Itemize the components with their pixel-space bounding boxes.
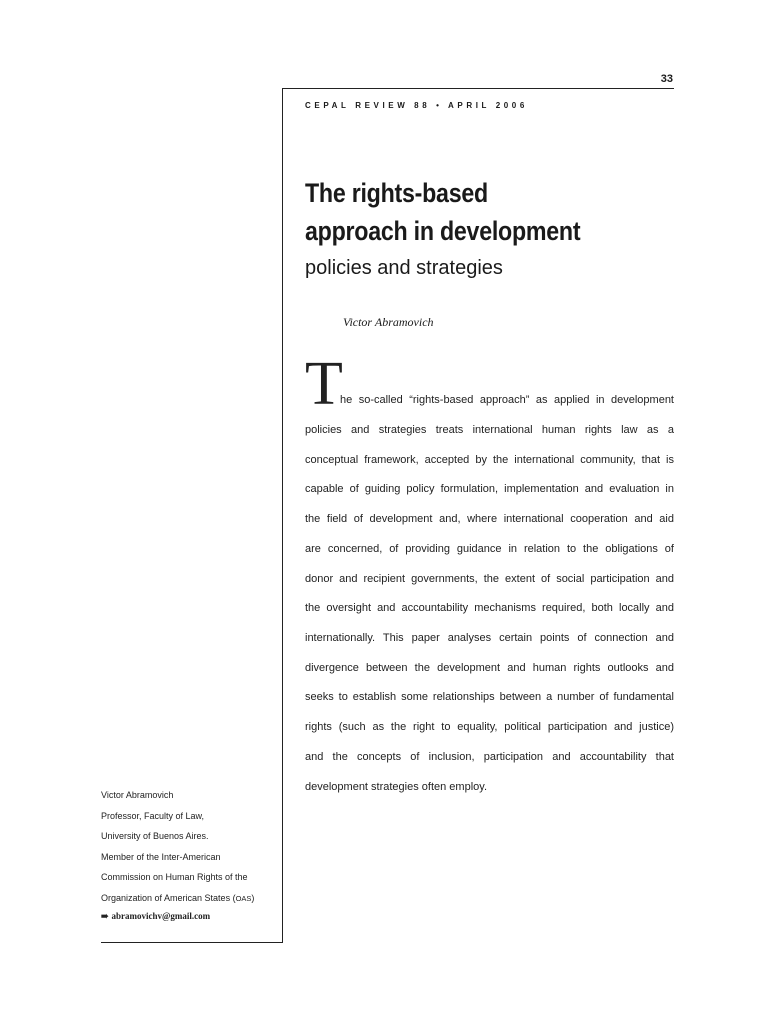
author-email[interactable]: abramovichv@gmail.com	[111, 911, 211, 921]
affiliation-line	[101, 891, 281, 912]
abstract-line: rights (such as the right to equality, political participation and justice)	[305, 721, 674, 733]
abstract-line: and the concepts of inclusion, participation and accountability that	[305, 751, 674, 763]
envelope-icon: ➠	[101, 911, 109, 921]
affiliation-line: Member of the Inter-American	[101, 851, 221, 862]
affiliation-line: University of Buenos Aires.	[101, 831, 209, 841]
abstract-line: divergence between the development and human rights outlooks and	[305, 662, 674, 674]
author-affiliation	[101, 788, 281, 922]
abstract-line: the oversight and accountability mechanisms required, both locally and	[305, 602, 674, 614]
abstract-line: capable of guiding policy formulation, implementation and evaluation in	[305, 483, 674, 495]
abstract-line: the field of development and, where international cooperation and aid	[305, 513, 674, 525]
abstract-line: donor and recipient governments, the extent of social participation and	[305, 573, 674, 585]
running-head: CEPAL REVIEW 88 • APRIL 2006	[305, 101, 528, 110]
affiliation-line: Professor, Faculty of Law,	[101, 810, 205, 821]
author-byline: Victor Abramovich	[343, 315, 434, 329]
abstract-line: internationally. This paper analyses certain points of connection and	[305, 632, 674, 644]
affiliation-org: Organization of American States (	[101, 892, 236, 903]
title-line: approach in development	[305, 216, 581, 246]
article-subtitle: policies and strategies	[305, 257, 503, 279]
affiliation-line: Commission on Human Rights of the	[101, 872, 248, 882]
abstract-line: development strategies often employ.	[305, 781, 488, 793]
page-number: 33	[660, 73, 673, 85]
article-title	[305, 174, 580, 250]
affiliation-close: )	[251, 892, 255, 903]
dropcap: T	[305, 350, 343, 418]
abstract-line: he so-called “rights-based approach” as applied in development	[340, 394, 674, 406]
title-line: The rights-based	[305, 178, 488, 208]
abstract-line: seeks to establish some relationships between a number of fundamental	[305, 691, 674, 703]
left-column-rule	[282, 88, 283, 943]
abstract-line: conceptual framework, accepted by the international community, that is	[305, 454, 674, 466]
affiliation-abbr: OAS	[235, 893, 252, 903]
abstract-line: are concerned, of providing guidance in relation to the obligations of	[305, 543, 674, 555]
header-rule	[283, 88, 674, 89]
bottom-rule	[101, 942, 283, 943]
abstract-line: policies and strategies treats international human rights law as a	[305, 424, 674, 436]
affiliation-line: Victor Abramovich	[101, 790, 174, 800]
email-line	[101, 911, 281, 922]
